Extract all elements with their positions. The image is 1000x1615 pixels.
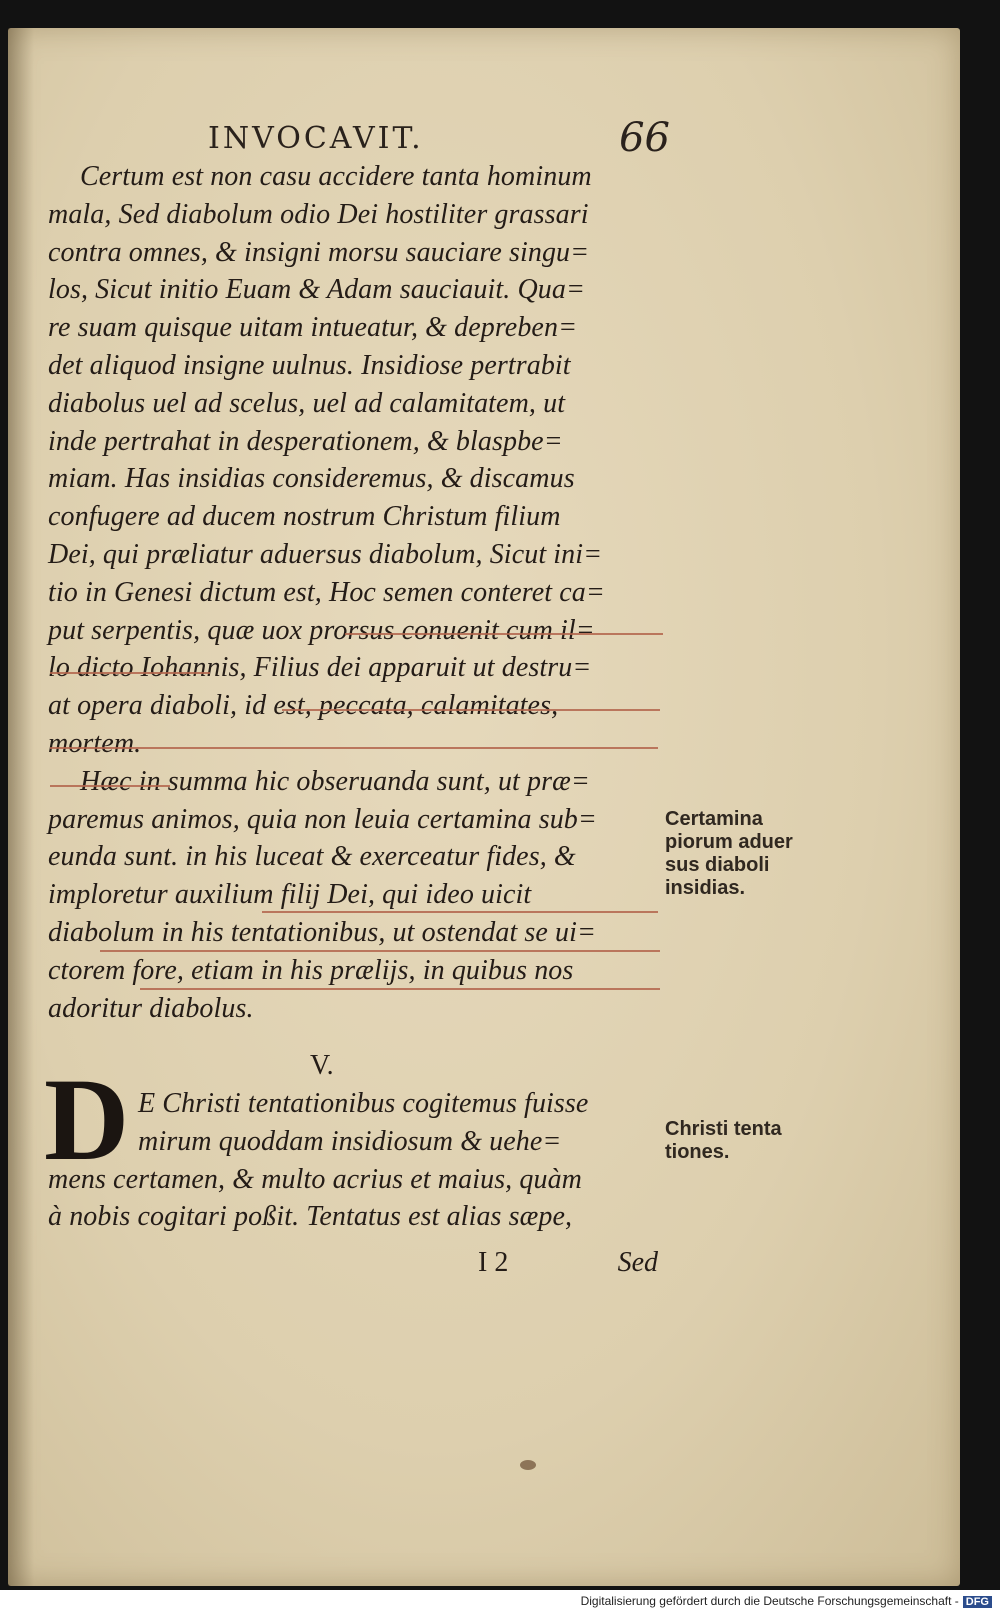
text-line: Hæc in summa hic obseruanda sunt, ut præ= xyxy=(80,765,590,797)
dfg-logo: DFG xyxy=(963,1596,992,1608)
footer-text: Digitalisierung gefördert durch die Deutsche Forschungsgemeinschaft - xyxy=(580,1594,959,1608)
text-line: mirum quoddam insidiosum & uehe= xyxy=(138,1125,562,1157)
ink-underline xyxy=(100,950,660,952)
text-line: diabolum in his tentationibus, ut ostendat se ui= xyxy=(48,916,597,948)
text-line: imploretur auxilium filij Dei, qui ideo uicit xyxy=(48,879,532,911)
text-line: paremus animos, quia non leuia certamina sub= xyxy=(48,803,597,835)
text-line: inde pertrahat in desperationem, & blaspbe= xyxy=(48,425,563,457)
margin-note-certamina xyxy=(665,808,825,900)
text-line: mortem. xyxy=(48,727,142,759)
text-line: miam. Has insidias consideremus, & discamus xyxy=(48,463,575,495)
margin-note-line: Christi tenta xyxy=(665,1118,782,1140)
ink-underline xyxy=(282,709,660,711)
text-line: E Christi tentationibus cogitemus fuisse xyxy=(138,1088,589,1119)
drop-initial: D xyxy=(44,1054,130,1185)
footer-credit xyxy=(581,1594,992,1612)
margin-note-line: piorum aduer xyxy=(665,831,793,853)
text-line: ctorem fore, etiam in his prælijs, in quibus nos xyxy=(48,954,574,986)
catchword: Sed xyxy=(617,1247,658,1278)
text-line: mala, Sed diabolum odio Dei hostiliter grassari xyxy=(48,198,589,230)
main-text xyxy=(48,158,658,1027)
text-line: diabolus uel ad scelus, uel ad calamitatem, ut xyxy=(48,387,566,419)
ink-underline xyxy=(345,633,663,635)
margin-note-line: Certamina xyxy=(665,808,763,830)
text-line: lo dicto Iohannis, Filius dei apparuit ut destru= xyxy=(48,652,592,684)
ink-underline xyxy=(262,911,658,913)
text-line: put serpentis, quæ uox prorsus conuenit cum il= xyxy=(48,614,595,646)
text-line: confugere ad ducem nostrum Christum filium xyxy=(48,501,561,533)
text-line: Certum est non casu accidere tanta hominum xyxy=(80,161,592,192)
text-line: mens certamen, & multo acrius et maius, quàm xyxy=(48,1163,583,1195)
ink-underline xyxy=(140,988,660,990)
running-title: INVOCAVIT. xyxy=(208,121,424,156)
text-line: los, Sicut initio Euam & Adam sauciauit. Qua= xyxy=(48,274,585,306)
signature-mark: I 2 xyxy=(478,1247,509,1278)
text-line: Dei, qui præliatur aduersus diabolum, Sicut ini= xyxy=(48,538,603,570)
ink-underline xyxy=(50,785,170,787)
signature-line xyxy=(478,1247,658,1279)
page-number: 66 xyxy=(619,115,670,161)
text-line: à nobis cogitari poßit. Tentatus est alias sæpe, xyxy=(48,1201,573,1233)
text-line: contra omnes, & insigni morsu sauciare singu= xyxy=(48,236,590,268)
margin-note-line: insidias. xyxy=(665,877,746,899)
text-line: tio in Genesi dictum est, Hoc semen conteret ca= xyxy=(48,576,605,608)
section-text xyxy=(48,1085,658,1236)
ink-blot xyxy=(520,1460,536,1470)
text-line: det aliquod insigne uulnus. Insidiose pertrabit xyxy=(48,349,571,381)
text-line: adoritur diabolus. xyxy=(48,992,254,1024)
ink-underline xyxy=(50,672,210,674)
section-heading: V. xyxy=(310,1050,334,1081)
margin-note-line: sus diaboli xyxy=(665,854,770,876)
text-line: at opera diaboli, id est, peccata, calamitates, xyxy=(48,690,559,722)
text-line: re suam quisque uitam intueatur, & depreben= xyxy=(48,312,578,344)
margin-note-tentationes xyxy=(665,1118,825,1164)
text-line: eunda sunt. in his luceat & exerceatur fides, & xyxy=(48,841,576,873)
margin-note-line: tiones. xyxy=(665,1141,730,1163)
ink-underline xyxy=(50,747,658,749)
